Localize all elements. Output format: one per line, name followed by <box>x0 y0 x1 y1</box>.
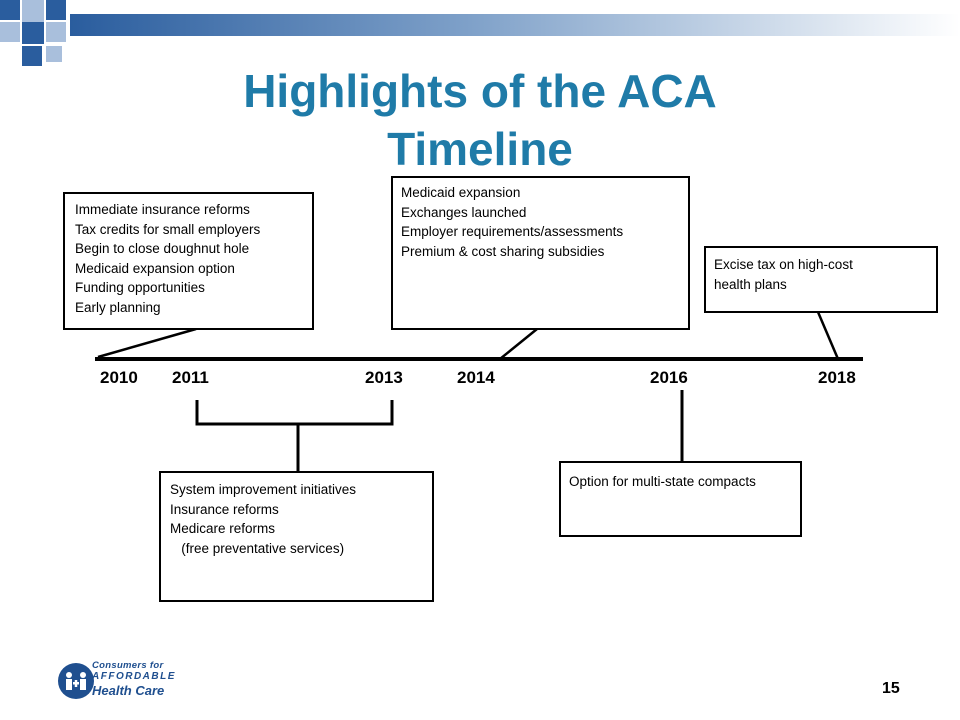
box-2014-item: Employer requirements/assessments <box>401 224 624 239</box>
logo-line-1: Consumers for <box>92 660 164 671</box>
box-2014-item: Medicaid expansion <box>401 185 521 200</box>
logo-text <box>92 660 176 698</box>
box-2010-item: Immediate insurance reforms <box>75 202 250 217</box>
page-number: 15 <box>882 680 900 697</box>
logo-emblem-icon <box>56 660 96 702</box>
box-2018-item: Excise tax on high-cost <box>714 257 853 272</box>
bracket-2011-2013 <box>197 400 392 424</box>
box-2011-2013 <box>159 471 434 602</box>
box-2010-item: Medicaid expansion option <box>75 260 235 276</box>
box-2016 <box>559 461 802 537</box>
box-2010 <box>63 192 314 330</box>
connector-2018 <box>818 312 838 359</box>
title-line-2: Timeline <box>387 123 573 175</box>
box-2011-2013-item: (free preventative services) <box>170 540 345 556</box>
box-2010-item: Funding opportunities <box>75 280 205 295</box>
box-2011-2013-item: System improvement initiatives <box>170 482 357 497</box>
box-2014-item: Premium & cost sharing subsidies <box>401 243 605 259</box>
year-label-2013: 2013 <box>365 368 403 387</box>
box-2014-item: Exchanges launched <box>401 204 527 220</box>
year-label-2016: 2016 <box>650 368 688 387</box>
logo-line-3: Health Care <box>92 683 165 698</box>
title-line-1: Highlights of the ACA <box>243 65 717 117</box>
year-label-2014: 2014 <box>457 368 495 387</box>
box-2016-item: Option for multi-state compacts <box>569 474 756 489</box>
year-label-2010: 2010 <box>100 368 138 387</box>
connector-2014 <box>500 329 537 359</box>
box-2011-2013-item: Medicare reforms <box>170 521 276 536</box>
year-label-2011: 2011 <box>172 368 209 387</box>
box-2010-item: Tax credits for small employers <box>75 221 261 237</box>
box-2010-item: Early planning <box>75 299 161 315</box>
box-2018 <box>704 246 938 313</box>
box-2014 <box>391 176 690 330</box>
box-2010-item: Begin to close doughnut hole <box>75 241 250 256</box>
logo-line-2: AFFORDABLE <box>92 671 176 682</box>
connector-2010 <box>98 329 196 357</box>
box-2011-2013-item: Insurance reforms <box>170 501 279 517</box>
year-label-2018: 2018 <box>818 368 856 387</box>
box-2018-item: health plans <box>714 276 787 292</box>
